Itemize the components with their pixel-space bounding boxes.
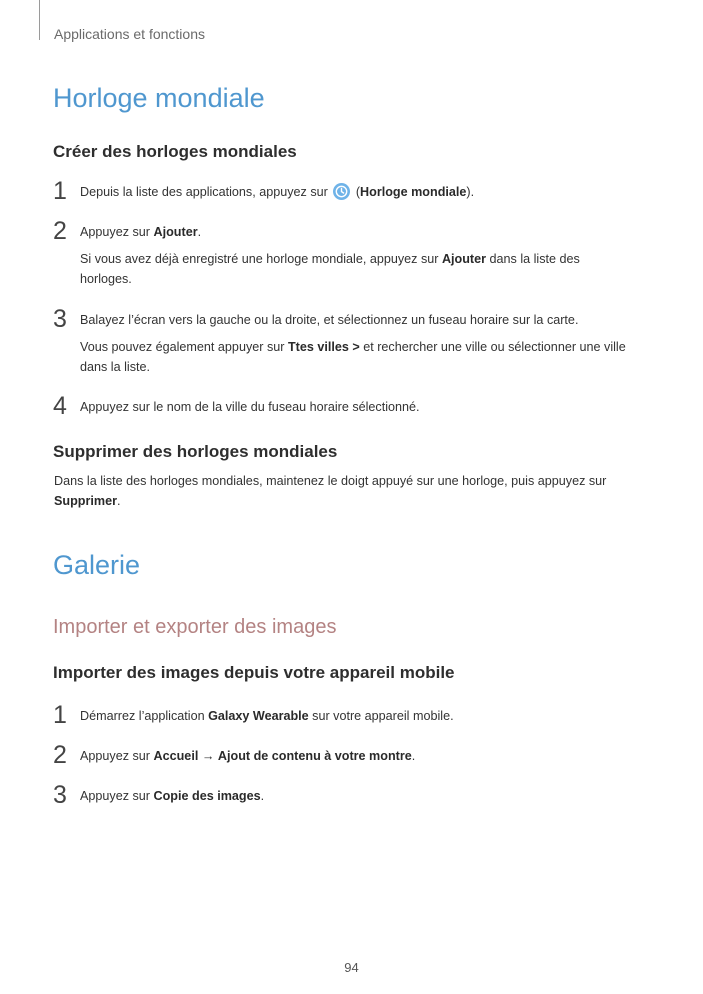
- create-clocks-heading: Créer des horloges mondiales: [53, 142, 297, 161]
- step-number: 3: [53, 781, 67, 809]
- gallery-subtitle: Importer et exporter des images: [53, 616, 337, 638]
- step-text: Appuyez sur le nom de la ville du fuseau horaire sélectionné.: [80, 400, 420, 414]
- step-text: Appuyez sur Ajouter.: [80, 225, 202, 239]
- step-note: Si vous avez déjà enregistré une horloge mondiale, appuyez sur Ajouter dans la liste des horloges.: [80, 252, 580, 286]
- step-text: Appuyez sur Copie des images.: [80, 789, 265, 803]
- step-text: Appuyez sur Accueil → Ajout de contenu à votre montre.: [80, 749, 416, 763]
- world-clock-title: Horloge mondiale: [53, 83, 265, 113]
- page-number: 94: [344, 960, 359, 975]
- world-clock-app-icon: [333, 183, 350, 200]
- step-number: 2: [53, 741, 67, 769]
- delete-clocks-heading: Supprimer des horloges mondiales: [53, 442, 338, 461]
- gallery-title: Galerie: [53, 550, 141, 580]
- import-images-heading: Importer des images depuis votre appareil mobile: [53, 663, 455, 682]
- step-text: Démarrez l’application Galaxy Wearable sur votre appareil mobile.: [80, 709, 454, 723]
- step-text: Depuis la liste des applications, appuyez sur (Horloge mondiale).: [80, 185, 475, 199]
- step-note: Vous pouvez également appuyer sur Ttes villes > et rechercher une ville ou sélectionner une ville dans la liste.: [80, 340, 626, 374]
- header-divider: [39, 0, 40, 40]
- delete-clocks-text: Dans la liste des horloges mondiales, maintenez le doigt appuyé sur une horloge, puis appuyez sur Supprimer.: [54, 474, 607, 508]
- section-header: Applications et fonctions: [54, 26, 205, 42]
- step-number: 1: [53, 701, 67, 729]
- step-number: 4: [53, 392, 67, 420]
- step-number: 2: [53, 217, 67, 245]
- step-number: 3: [53, 305, 67, 333]
- step-number: 1: [53, 177, 67, 205]
- step-text: Balayez l’écran vers la gauche ou la droite, et sélectionnez un fuseau horaire sur la carte.: [80, 313, 579, 327]
